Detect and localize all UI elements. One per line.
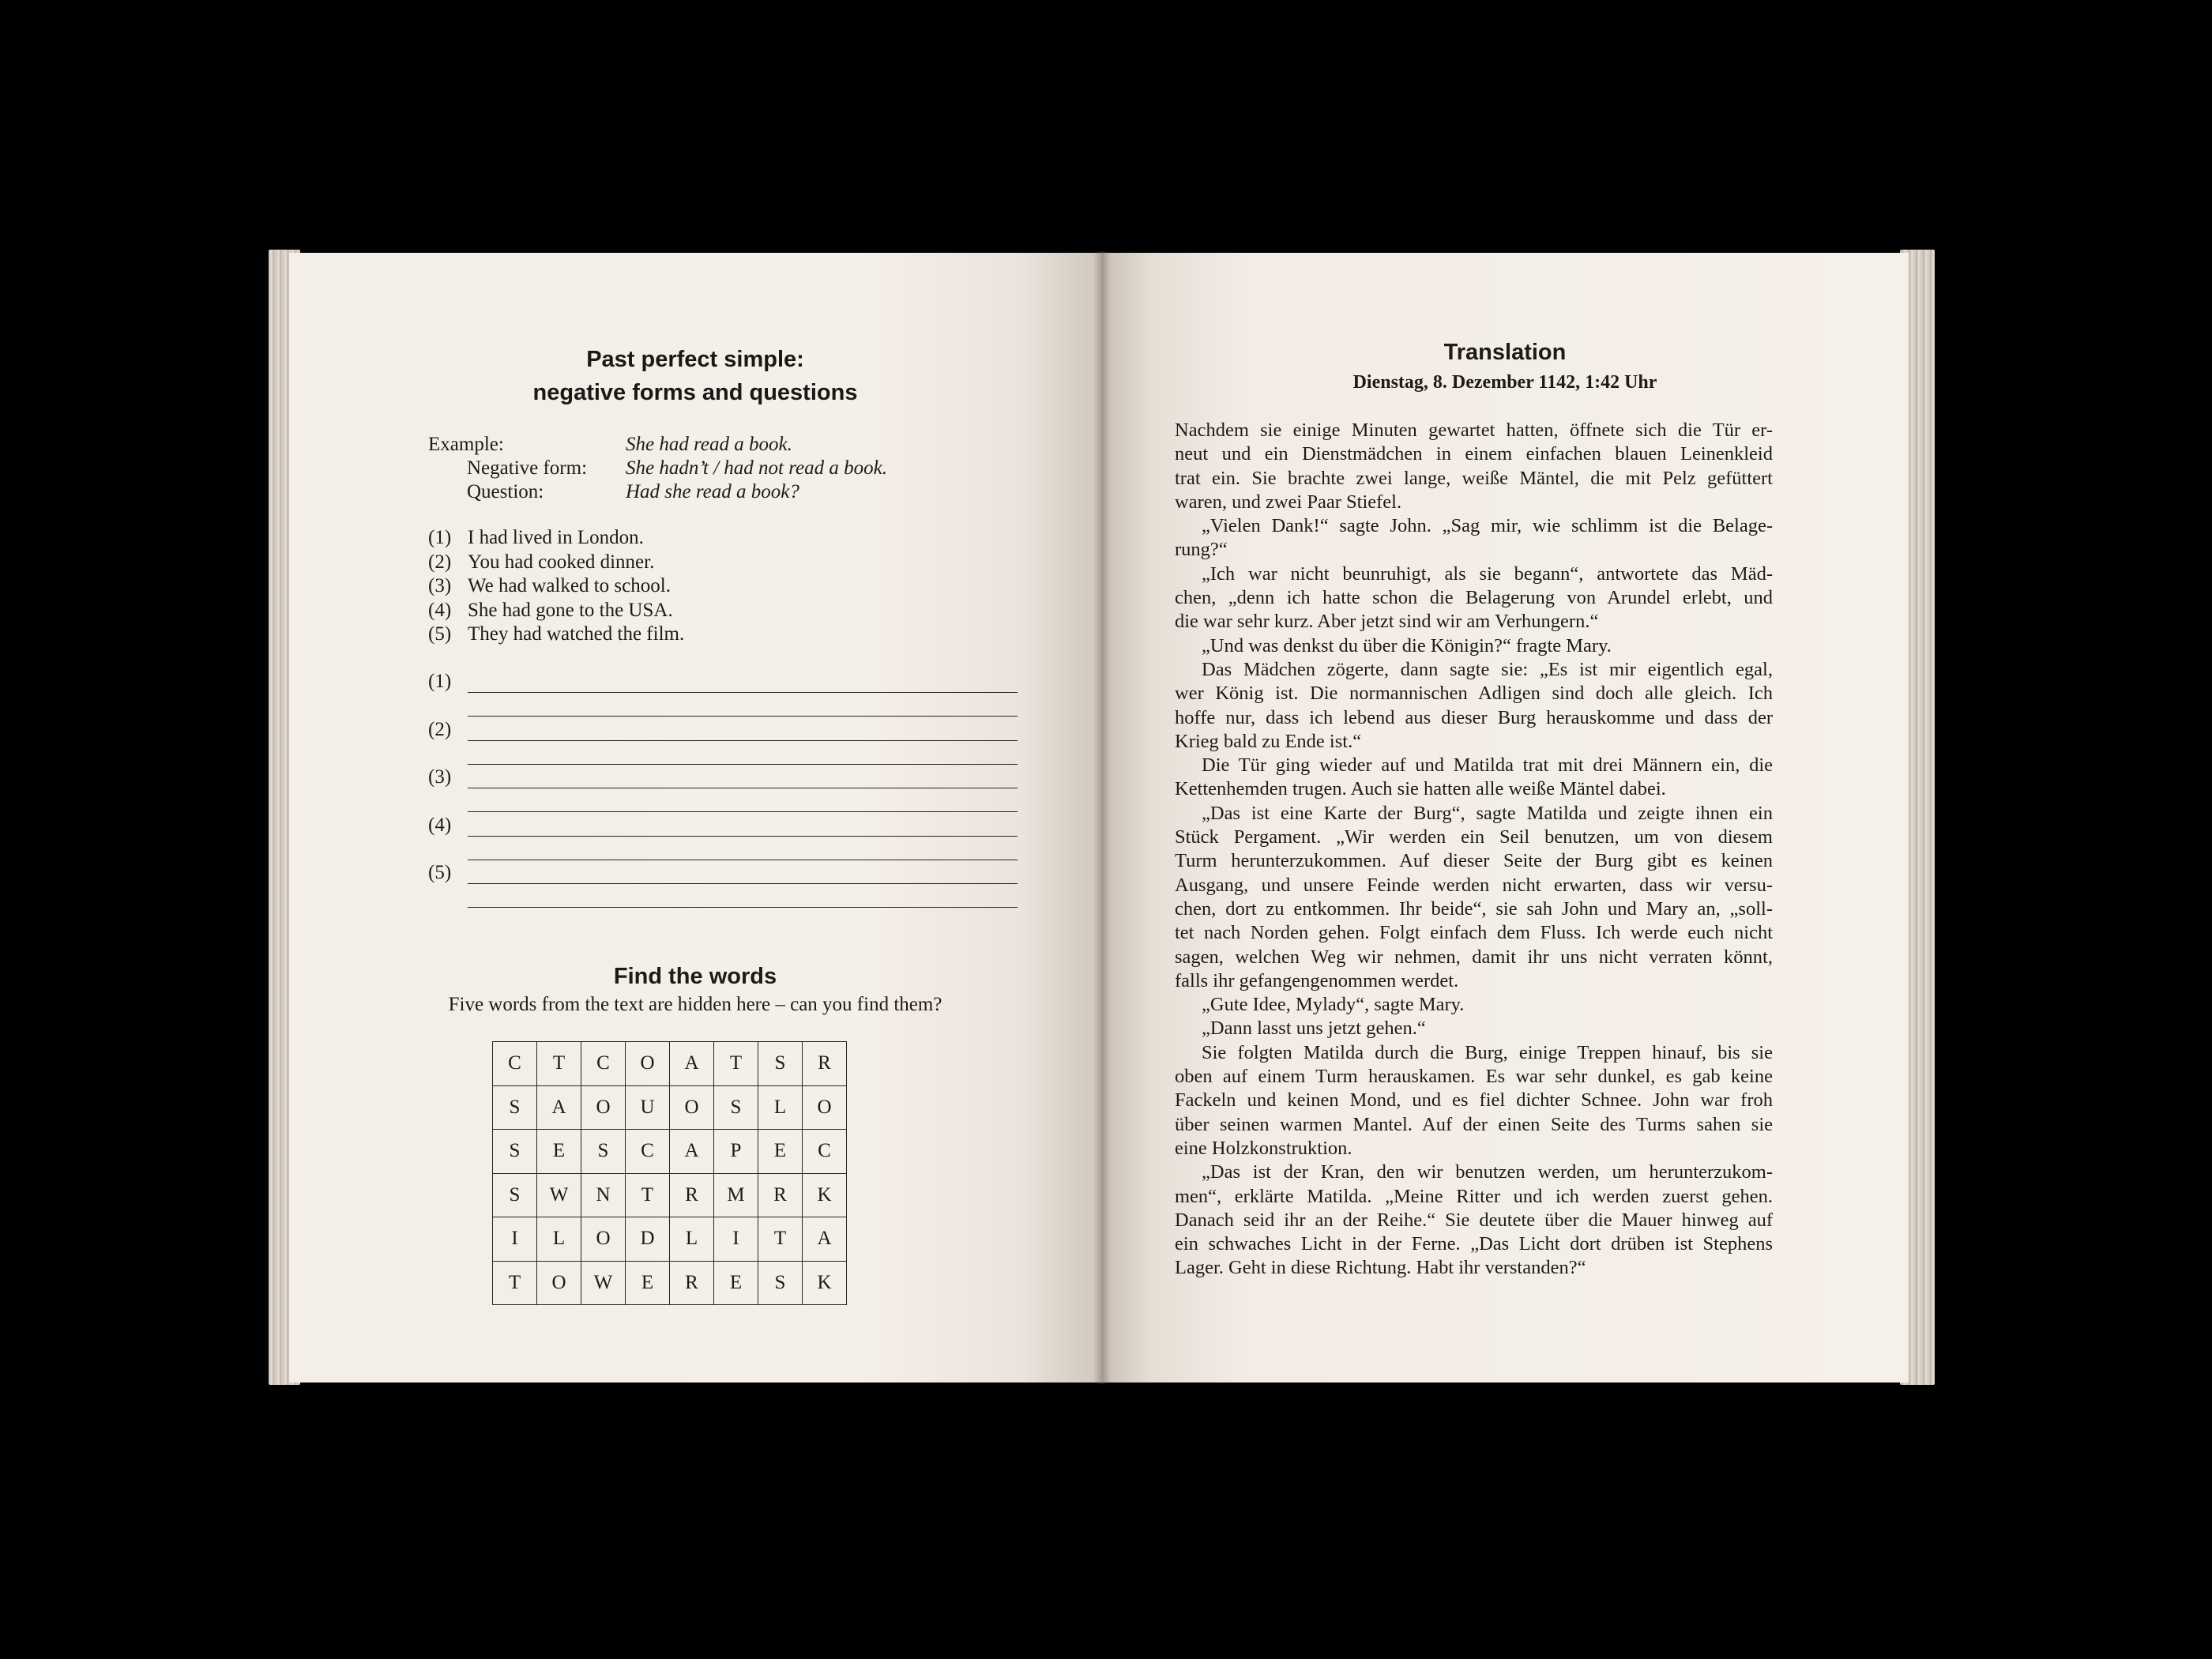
grid-cell: K xyxy=(803,1174,847,1218)
text-line: Danach seid ihr an der Reihe.“ Sie deutete über die Mauer hinweg auf xyxy=(1175,1209,1773,1231)
grid-cell: M xyxy=(714,1174,758,1218)
text-line: „Ich war nicht beunruhigt, als sie begann“, antwortete das Mäd- xyxy=(1202,562,1773,585)
grid-cell: I xyxy=(493,1217,537,1262)
grid-cell: E xyxy=(537,1130,581,1174)
example-sentence: She had read a book. xyxy=(626,434,792,455)
text-line: die war sehr kurz. Aber jetzt sind wir am Verhungern.“ xyxy=(1175,611,1599,633)
find-words-subtitle: Five words from the text are hidden here – can you find them? xyxy=(448,994,942,1015)
text-line: oben auf einem Turm herauskamen. Es war sehr dunkel, es gab keine xyxy=(1175,1066,1773,1088)
grid-cell: O xyxy=(537,1262,581,1306)
grid-cell: O xyxy=(581,1217,626,1262)
grid-cell: R xyxy=(670,1262,714,1306)
grid-cell: U xyxy=(626,1086,670,1130)
sentence-number: (5) xyxy=(428,623,452,645)
grid-cell: S xyxy=(493,1174,537,1218)
grid-cell: T xyxy=(493,1262,537,1306)
answer-line xyxy=(468,692,1018,693)
grid-cell: R xyxy=(758,1174,803,1218)
text-line: ein schwaches Licht in der Ferne. „Das Licht dort drüben ist Stephens xyxy=(1175,1233,1773,1255)
translation-date: Dienstag, 8. Dezember 1142, 1:42 Uhr xyxy=(1352,372,1657,393)
grid-cell: L xyxy=(537,1217,581,1262)
answer-number: (1) xyxy=(428,671,452,692)
grid-cell: P xyxy=(714,1130,758,1174)
grid-cell: L xyxy=(670,1217,714,1262)
text-line: tet nach Norden gehen. Folgt einfach dem Fluss. Ich werde euch nicht xyxy=(1175,922,1773,944)
grid-cell: A xyxy=(803,1217,847,1262)
answer-lines xyxy=(428,670,1022,909)
text-line: über seinen warmen Mantel. Auf der einen Seite des Turms sahen sie xyxy=(1175,1113,1773,1135)
answer-line xyxy=(468,764,1018,765)
text-line: sagen, welchen Weg wir nehmen, damit ihr uns nicht verraten könnt, xyxy=(1175,946,1773,968)
grid-cell: K xyxy=(803,1262,847,1306)
grid-cell: W xyxy=(537,1174,581,1218)
exercise-title-line1: Past perfect simple: xyxy=(586,347,804,372)
text-line: Turm herunterzukommen. Auf dieser Seite der Burg gibt es keinen xyxy=(1175,850,1773,872)
sentence-text: You had cooked dinner. xyxy=(468,551,655,573)
answer-row xyxy=(428,718,1022,766)
word-search-grid xyxy=(492,1041,847,1305)
exercise-title-line2: negative forms and questions xyxy=(532,380,858,405)
grid-cell: S xyxy=(581,1130,626,1174)
text-line: neut und ein Dienstmädchen in einem einfachen blauen Leinenkleid xyxy=(1175,443,1773,465)
answer-line xyxy=(468,716,1018,717)
answer-row xyxy=(428,814,1022,862)
answer-number: (5) xyxy=(428,862,452,883)
text-line: waren, und zwei Paar Stiefel. xyxy=(1175,491,1402,513)
grid-cell: C xyxy=(493,1042,537,1086)
text-line: Lager. Geht in diese Richtung. Habt ihr verstanden?“ xyxy=(1175,1257,1586,1279)
text-line: Die Tür ging wieder auf und Matilda trat mit drei Männern ein, die xyxy=(1202,754,1773,777)
grid-cell: R xyxy=(670,1174,714,1218)
text-line: Fackeln und keinen Mond, und es fiel dichter Schnee. John war froh xyxy=(1175,1089,1773,1112)
sentence-text: She had gone to the USA. xyxy=(468,599,673,621)
answer-line xyxy=(468,907,1018,908)
grid-cell: O xyxy=(803,1086,847,1130)
text-line: falls ihr gefangengenommen werdet. xyxy=(1175,969,1459,991)
text-line: Sie folgten Matilda durch die Burg, einige Treppen hinauf, bis sie xyxy=(1202,1041,1773,1063)
negative-form-label: Negative form: xyxy=(467,457,588,479)
text-line: Das Mädchen zögerte, dann sagte sie: „Es ist mir eigentlich egal, xyxy=(1202,658,1773,680)
grid-cell: O xyxy=(626,1042,670,1086)
text-line: chen, „denn ich hatte schon die Belagerung von Arundel erlebt, und xyxy=(1175,587,1773,609)
text-line: Nachdem sie einige Minuten gewartet hatten, öffnete sich die Tür er- xyxy=(1175,419,1773,441)
left-page xyxy=(289,253,1101,1382)
answer-number: (3) xyxy=(428,766,452,788)
grid-cell: O xyxy=(581,1086,626,1130)
find-words-title: Find the words xyxy=(613,964,777,989)
sentence-text: They had watched the film. xyxy=(468,623,685,645)
answer-row xyxy=(428,670,1022,718)
grid-cell: E xyxy=(626,1262,670,1306)
grid-cell: N xyxy=(581,1174,626,1218)
grid-cell: C xyxy=(803,1130,847,1174)
grid-cell: S xyxy=(714,1086,758,1130)
sentence-text: We had walked to school. xyxy=(468,575,671,596)
grid-cell: O xyxy=(670,1086,714,1130)
text-line: eine Holzkonstruktion. xyxy=(1175,1137,1352,1159)
sentence-number: (2) xyxy=(428,551,452,573)
grid-cell: C xyxy=(626,1130,670,1174)
answer-number: (2) xyxy=(428,718,452,740)
text-line: wer König ist. Die normannischen Adligen sind doch alle gleich. Ich xyxy=(1175,683,1773,705)
grid-cell: D xyxy=(626,1217,670,1262)
text-line: Kettenhemden trugen. Auch sie hatten alle weiße Mäntel dabei. xyxy=(1175,778,1666,800)
text-line: trat ein. Sie brachte zwei lange, weiße Mäntel, die mit Pelz gefüttert xyxy=(1175,467,1773,489)
grid-cell: S xyxy=(758,1262,803,1306)
grid-cell: E xyxy=(758,1130,803,1174)
text-line: hoffe nur, dass ich lebend aus dieser Burg herauskomme und dass der xyxy=(1175,706,1773,728)
grid-cell: W xyxy=(581,1262,626,1306)
grid-cell: A xyxy=(670,1130,714,1174)
answer-row xyxy=(428,861,1022,909)
text-line: „Gute Idee, Mylady“, sagte Mary. xyxy=(1202,994,1465,1016)
answer-line xyxy=(468,883,1018,884)
grid-cell: T xyxy=(626,1174,670,1218)
translation-text xyxy=(1175,419,1773,1281)
grid-cell: I xyxy=(714,1217,758,1262)
answer-row xyxy=(428,766,1022,814)
grid-cell: S xyxy=(493,1130,537,1174)
text-line: „Vielen Dank!“ sagte John. „Sag mir, wie schlimm ist die Belage- xyxy=(1202,515,1773,537)
right-page xyxy=(1101,253,1909,1382)
example-label: Example: xyxy=(428,434,504,455)
answer-line xyxy=(468,740,1018,741)
sentence-number: (4) xyxy=(428,599,452,621)
question-sentence: Had she read a book? xyxy=(626,481,799,502)
text-line: Krieg bald zu Ende ist.“ xyxy=(1175,730,1362,752)
text-line: men“, erklärte Matilda. „Meine Ritter und ich werden zuerst gehen. xyxy=(1175,1185,1773,1207)
text-line: „Das ist der Kran, den wir benutzen werden, um herunterzukom- xyxy=(1202,1161,1773,1183)
answer-line xyxy=(468,811,1018,812)
sentence-number: (3) xyxy=(428,575,452,596)
text-line: Ausgang, und unsere Feinde werden nicht erwarten, dass wir versu- xyxy=(1175,874,1773,896)
grid-cell: T xyxy=(537,1042,581,1086)
grid-cell: C xyxy=(581,1042,626,1086)
grid-cell: L xyxy=(758,1086,803,1130)
grid-cell: A xyxy=(670,1042,714,1086)
translation-title: Translation xyxy=(1443,340,1567,365)
grid-cell: R xyxy=(803,1042,847,1086)
grid-cell: E xyxy=(714,1262,758,1306)
grid-cell: T xyxy=(758,1217,803,1262)
text-line: Stück Pergament. „Wir werden ein Seil benutzen, um von diesem xyxy=(1175,826,1773,848)
grid-cell: S xyxy=(493,1086,537,1130)
text-line: „Und was denkst du über die Königin?“ fragte Mary. xyxy=(1202,634,1612,656)
text-line: chen, dort zu entkommen. Ihr beide“, sie sah John und Mary an, „soll- xyxy=(1175,897,1773,920)
grid-cell: S xyxy=(758,1042,803,1086)
sentence-text: I had lived in London. xyxy=(468,527,644,548)
text-line: „Dann lasst uns jetzt gehen.“ xyxy=(1202,1018,1426,1040)
text-line: rung?“ xyxy=(1175,539,1228,561)
grid-cell: A xyxy=(537,1086,581,1130)
question-label: Question: xyxy=(467,481,544,502)
text-line: „Das ist eine Karte der Burg“, sagte Matilda und zeigte ihnen ein xyxy=(1202,802,1773,824)
negative-form-sentence: She hadn’t / had not read a book. xyxy=(626,457,887,479)
book-spine xyxy=(1093,251,1111,1384)
sentence-number: (1) xyxy=(428,527,452,548)
answer-line xyxy=(468,836,1018,837)
answer-number: (4) xyxy=(428,814,452,836)
grid-cell: T xyxy=(714,1042,758,1086)
